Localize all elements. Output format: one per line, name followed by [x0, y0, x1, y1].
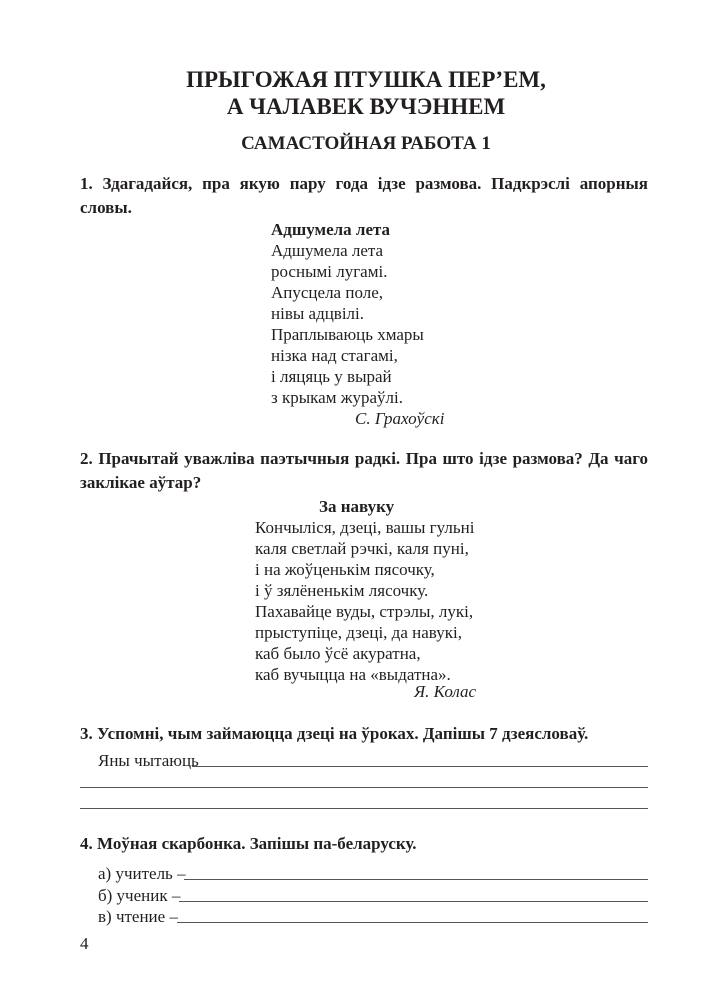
poem-1	[271, 219, 424, 408]
poem-line: Адшумела лета	[271, 241, 384, 260]
task-3-prompt: Яны чытаюць	[98, 751, 199, 770]
task-3-instruction: 3. Успомні, чым займаюцца дзеці на ўроках. Дапішы 7 дзеясловаў.	[80, 724, 589, 743]
answer-line[interactable]	[177, 922, 648, 923]
task-4-item-c: в) чтение –	[98, 907, 178, 926]
poem-line: прыступіце, дзеці, да навукі,	[255, 623, 462, 642]
poem-line: роснымі лугамі.	[271, 262, 388, 281]
section-subtitle: САМАСТОЙНАЯ РАБОТА 1	[241, 133, 491, 154]
poem-line: каб вучыцца на «выдатна».	[255, 665, 451, 684]
poem-line: Пахавайце вуды, стрэлы, лукі,	[255, 602, 474, 621]
answer-line[interactable]	[80, 808, 648, 809]
answer-line[interactable]	[179, 901, 648, 902]
answer-line[interactable]	[192, 766, 648, 767]
poem-line: з крыкам жураўлі.	[271, 388, 403, 407]
task-4-instruction: 4. Моўная скарбонка. Запішы па-беларуску.	[80, 834, 417, 853]
poem-line: Апусцела поле,	[271, 283, 383, 302]
page-title-line-1: ПРЫГОЖАЯ ПТУШКА ПЕР’ЕМ,	[186, 67, 546, 92]
poem-2	[255, 496, 474, 685]
poem-2-title: За навуку	[319, 497, 395, 516]
task-1-instruction: 1. Здагадайся, пра якую пару года ідзе размова. Падкрэслі апорныя словы.	[80, 174, 648, 217]
poem-line: і ў зялёненькім лясочку.	[255, 581, 429, 600]
poem-1-author: С. Грахоўскі	[355, 409, 445, 428]
page-number: 4	[80, 934, 89, 953]
task-4-item-b: б) ученик –	[98, 886, 181, 905]
poem-line: каб было ўсё акуратна,	[255, 644, 421, 663]
poem-line: нізка над стагамі,	[271, 346, 398, 365]
poem-line: нівы адцвілі.	[271, 304, 365, 323]
task-4-item-a: а) учитель –	[98, 864, 186, 883]
answer-line[interactable]	[184, 879, 648, 880]
poem-2-author: Я. Колас	[414, 682, 477, 701]
poem-line: і ляцяць у вырай	[271, 367, 392, 386]
poem-line: і на жоўценькім пясочку,	[255, 560, 435, 579]
poem-line: Праплываюць хмары	[271, 325, 424, 344]
answer-line[interactable]	[80, 787, 648, 788]
page-title-line-2: А ЧАЛАВЕК ВУЧЭННЕМ	[226, 94, 506, 119]
poem-line: каля светлай рэчкі, каля пуні,	[255, 539, 469, 558]
poem-line: Кончыліся, дзеці, вашы гульні	[255, 518, 475, 537]
poem-1-title: Адшумела лета	[271, 220, 391, 239]
task-2-instruction: 2. Прачытай уважліва паэтычныя радкі. Пра што ідзе размова? Да чаго заклікае аўтар?	[80, 449, 648, 492]
